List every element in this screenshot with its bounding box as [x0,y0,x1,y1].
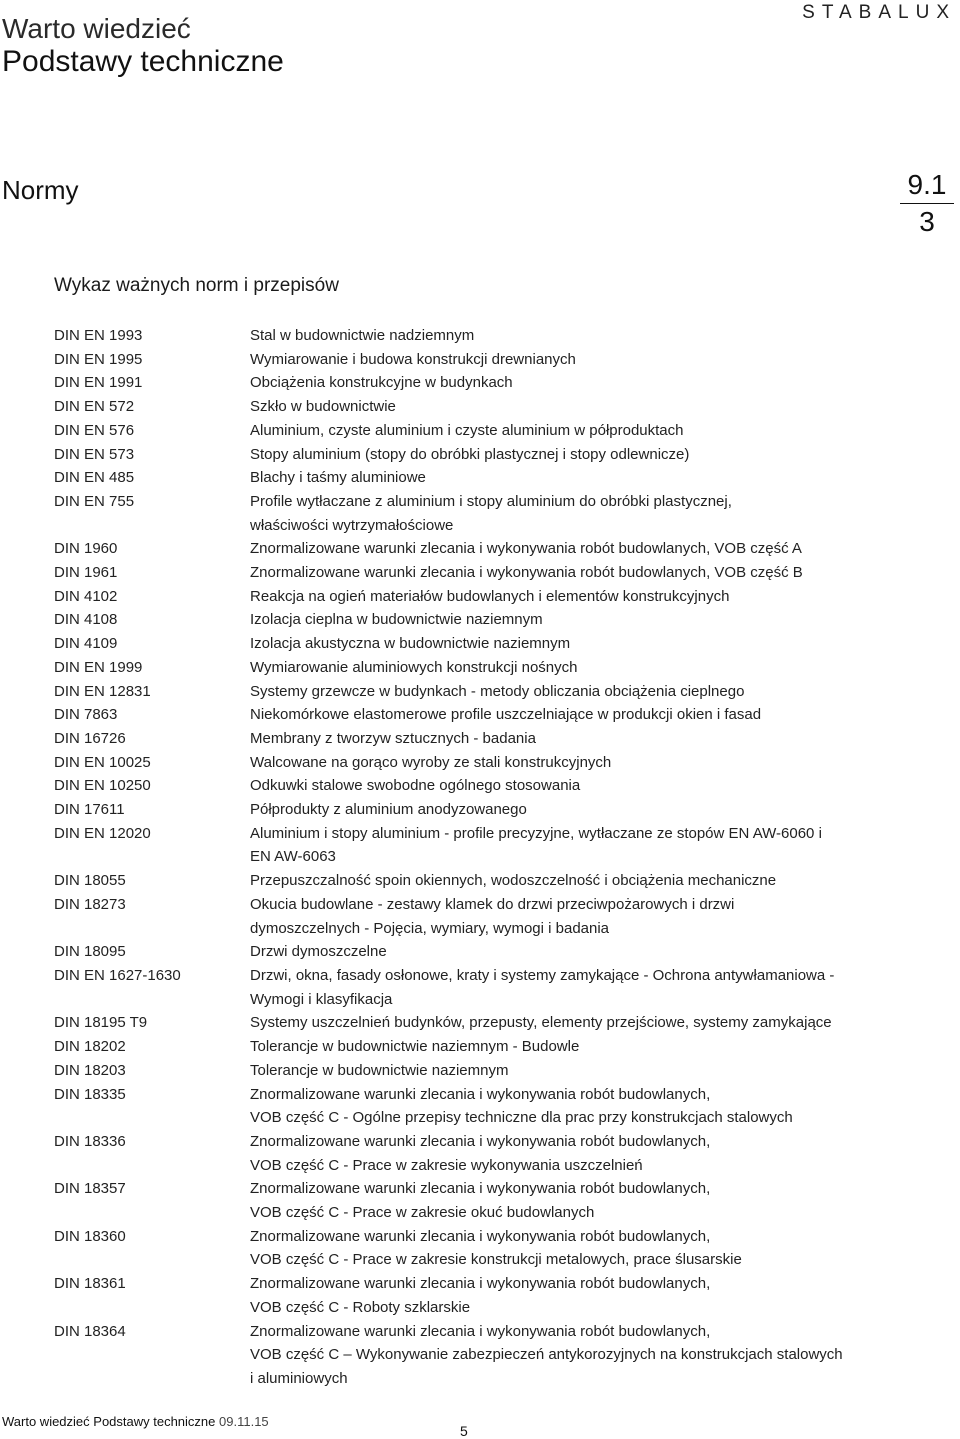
norm-row [54,1083,914,1130]
norm-code: DIN 16726 [54,729,126,747]
norm-description-line: Odkuwki stalowe swobodne ogólnego stosowania [250,777,581,795]
norm-code: DIN 18335 [54,1085,126,1103]
chapter-number: 9.1 [907,169,947,200]
norm-code: DIN EN 12831 [54,682,151,700]
norm-row [54,632,914,656]
norm-row [54,1320,914,1391]
norm-description [250,419,914,443]
norm-description [250,632,914,656]
norm-description-line: właściwości wytrzymałościowe [250,516,454,534]
norm-description [250,443,914,467]
norm-row [54,1272,914,1319]
norm-description-line: VOB część C - Prace w zakresie okuć budowlanych [250,1204,595,1222]
norm-row [54,395,914,419]
norm-code: DIN EN 573 [54,445,135,463]
norm-description-line: Znormalizowane warunki zlecania i wykonywania robót budowlanych, [250,1180,711,1198]
norm-row [54,656,914,680]
norm-row [54,1035,914,1059]
norm-description-line: Aluminium, czyste aluminium i czyste aluminium w półproduktach [250,421,684,439]
norm-code: DIN EN 10025 [54,753,151,771]
norm-code: DIN 18195 T9 [54,1014,148,1032]
norm-code: DIN EN 1627-1630 [54,966,181,984]
norm-description-line: Blachy i taśmy aluminiowe [250,469,426,487]
norm-row [54,324,914,348]
brand-logo: STABALUX [802,2,956,23]
norm-description [250,1272,914,1319]
norm-description [250,1225,914,1272]
norm-description-line: VOB część C - Ogólne przepisy techniczne dla prac przy konstrukcjach stalowych [250,1109,793,1127]
header-title-line2: Podstawy techniczne [2,45,284,78]
norm-code: DIN 17611 [54,801,125,819]
norm-row [54,1059,914,1083]
norms-list [54,324,914,1391]
chapter-divider [900,203,954,204]
norm-row [54,443,914,467]
norm-description-line: Znormalizowane warunki zlecania i wykonywania robót budowlanych, [250,1085,711,1103]
norm-code: DIN EN 576 [54,421,135,439]
norm-description [250,727,914,751]
norm-row [54,608,914,632]
norm-description-line: VOB część C - Prace w zakresie konstrukcji metalowych, prace ślusarskie [250,1251,742,1269]
norm-description [250,869,914,893]
norm-row [54,774,914,798]
norm-description-line: Systemy grzewcze w budynkach - metody obliczania obciążenia cieplnego [250,682,745,700]
header-title-line1: Warto wiedzieć [2,13,191,44]
chapter-subnumber: 3 [919,206,935,237]
norm-description [250,1011,914,1035]
norm-code: DIN 1960 [54,540,118,558]
norm-row [54,371,914,395]
norm-description [250,940,914,964]
norm-description-line: Półprodukty z aluminium anodyzowanego [250,801,527,819]
norm-code: DIN 18273 [54,895,126,913]
norm-code: DIN EN 755 [54,492,135,510]
norm-row [54,1130,914,1177]
norm-row [54,893,914,940]
norm-description-line: Tolerancje w budownictwie naziemnym - Budowle [250,1038,580,1056]
norm-code: DIN EN 1993 [54,327,143,344]
norm-description-line: Wymiarowanie aluminiowych konstrukcji nośnych [250,658,578,676]
norm-description-line: EN AW-6063 [250,848,336,866]
norm-code: DIN 18203 [54,1061,126,1079]
norm-description [250,1177,914,1224]
norm-code: DIN EN 12020 [54,824,151,842]
norm-description-line: Znormalizowane warunki zlecania i wykonywania robót budowlanych, [250,1322,711,1340]
norm-code: DIN EN 1995 [54,350,143,368]
norm-description-line: Okucia budowlane - zestawy klamek do drzwi przeciwpożarowych i drzwi [250,895,735,913]
norm-code: DIN 18357 [54,1180,126,1198]
norm-description-line: Izolacja akustyczna w budownictwie naziemnym [250,635,571,653]
norm-description-line: Wymogi i klasyfikacja [250,990,393,1008]
norm-description-line: Znormalizowane warunki zlecania i wykonywania robót budowlanych, VOB część B [250,564,803,582]
norm-description [250,822,914,869]
norm-row [54,419,914,443]
norm-row [54,680,914,704]
norm-code: DIN 18336 [54,1132,126,1150]
norm-description [250,561,914,585]
norm-row [54,751,914,775]
norm-description [250,798,914,822]
norm-description-line: VOB część C – Wykonywanie zabezpieczeń antykorozyjnych na konstrukcjach stalowych [250,1346,843,1364]
footer-date: 09.11.15 [219,1414,269,1429]
norm-description-line: Wymiarowanie i budowa konstrukcji drewnianych [250,350,576,368]
norm-description [250,490,914,537]
norm-description [250,466,914,490]
page-number: 5 [460,1423,468,1439]
norm-code: DIN 18364 [54,1322,126,1340]
norm-row [54,798,914,822]
norm-description [250,1130,914,1177]
norm-row [54,1225,914,1272]
norm-description [250,608,914,632]
norm-description-line: Izolacja cieplna w budownictwie naziemnym [250,611,543,629]
norm-description-line: Znormalizowane warunki zlecania i wykonywania robót budowlanych, [250,1227,711,1245]
norm-description-line: Stal w budownictwie nadziemnym [250,327,475,344]
norm-code: DIN 7863 [54,706,118,724]
norm-row [54,703,914,727]
norm-description [250,324,914,348]
norm-description-line: Szkło w budownictwie [250,398,396,416]
norm-description-line: Znormalizowane warunki zlecania i wykonywania robót budowlanych, VOB część A [250,540,802,558]
norm-row [54,822,914,869]
norm-description [250,395,914,419]
norm-row [54,537,914,561]
norm-row [54,1011,914,1035]
norm-description-line: VOB część C - Prace w zakresie wykonywania uszczelnień [250,1156,643,1174]
norm-row [54,869,914,893]
footer [2,1413,269,1431]
norm-description-line: Systemy uszczelnień budynków, przepusty, elementy przejściowe, systemy zamykające [250,1014,832,1032]
norm-description [250,585,914,609]
norm-description-line: Niekomórkowe elastomerowe profile uszczelniające w produkcji okien i fasad [250,706,762,724]
norm-row [54,561,914,585]
norm-description-line: Drzwi, okna, fasady osłonowe, kraty i systemy zamykające - Ochrona antywłamaniowa - [250,966,835,984]
norm-description [250,656,914,680]
norm-description [250,348,914,372]
norm-description-line: Znormalizowane warunki zlecania i wykonywania robót budowlanych, [250,1132,711,1150]
norm-description-line: Walcowane na gorąco wyroby ze stali konstrukcyjnych [250,753,612,771]
norm-description [250,893,914,940]
norm-code: DIN EN 10250 [54,777,151,795]
norm-description-line: VOB część C - Roboty szklarskie [250,1298,471,1316]
norm-code: DIN 18055 [54,872,126,890]
norm-description-line: Przepuszczalność spoin okiennych, wodoszczelność i obciążenia mechaniczne [250,872,777,890]
norm-row [54,466,914,490]
norm-description-line: Obciążenia konstrukcyjne w budynkach [250,374,513,392]
norm-row [54,490,914,537]
norm-row [54,585,914,609]
norm-code: DIN EN 572 [54,398,135,416]
chapter-marker [900,168,954,238]
norm-description [250,1320,914,1391]
norm-description [250,964,914,1011]
norm-description-line: i aluminiowych [250,1369,348,1387]
norm-row [54,1177,914,1224]
norms-list-heading: Wykaz ważnych norm i przepisów [54,275,339,296]
norm-description-line: Drzwi dymoszczelne [250,943,387,961]
norm-description [250,1083,914,1130]
norm-description-line: Reakcja na ogień materiałów budowlanych i elementów konstrukcyjnych [250,587,730,605]
footer-title: Warto wiedzieć Podstawy techniczne [2,1414,216,1429]
norm-description [250,774,914,798]
norm-description-line: Znormalizowane warunki zlecania i wykonywania robót budowlanych, [250,1275,711,1293]
norm-description [250,703,914,727]
norm-description-line: Membrany z tworzyw sztucznych - badania [250,729,536,747]
norm-code: DIN 4102 [54,587,118,605]
norm-code: DIN EN 485 [54,469,135,487]
norm-row [54,348,914,372]
norm-code: DIN EN 1999 [54,658,143,676]
norm-code: DIN 18361 [54,1275,126,1293]
norm-code: DIN 18095 [54,943,126,961]
norm-code: DIN 4109 [54,635,118,653]
norm-code: DIN 1961 [54,564,118,582]
norm-row [54,940,914,964]
norm-description-line: Stopy aluminium (stopy do obróbki plastycznej i stopy odlewnicze) [250,445,690,463]
section-title: Normy [2,175,79,205]
norm-description [250,751,914,775]
norm-description [250,537,914,561]
norm-description-line: Tolerancje w budownictwie naziemnym [250,1061,509,1079]
norm-row [54,964,914,1011]
norm-code: DIN 18202 [54,1038,126,1056]
norm-description-line: dymoszczelnych - Pojęcia, wymiary, wymogi i badania [250,919,610,937]
norm-description-line: Aluminium i stopy aluminium - profile precyzyjne, wytłaczane ze stopów EN AW-6060 i [250,824,822,842]
norm-description-line: Profile wytłaczane z aluminium i stopy aluminium do obróbki plastycznej, [250,492,732,510]
norm-code: DIN 4108 [54,611,118,629]
norm-description [250,371,914,395]
norm-description [250,680,914,704]
norm-description [250,1059,914,1083]
norm-code: DIN EN 1991 [54,374,143,392]
norm-description [250,1035,914,1059]
norm-code: DIN 18360 [54,1227,126,1245]
norm-row [54,727,914,751]
